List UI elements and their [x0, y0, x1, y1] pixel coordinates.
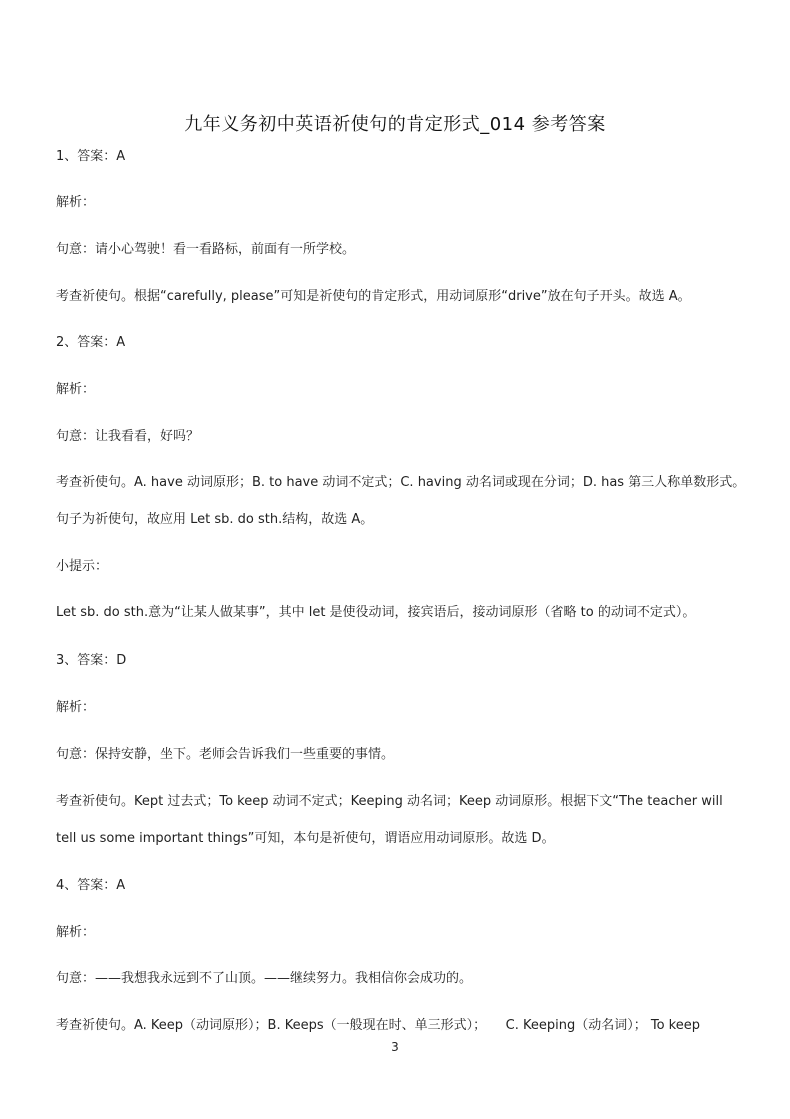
analysis-label-3: 解析：: [56, 700, 96, 715]
document-title: 九年义务初中英语祈使句的肯定形式_014 参考答案: [184, 114, 606, 135]
explanation-line-2b: 句子为祈使句，故应用 Let sb. do sth.结构，故选 A。: [56, 512, 374, 527]
meaning-line-1: 句意：请小心驾驶！看一看路标，前面有一所学校。: [56, 242, 356, 257]
explanation-line-1: 考查祈使句。根据“carefully, please”可知是祈使句的肯定形式，用动词原形“drive”放在句子开头。故选 A。: [56, 289, 691, 304]
answer-heading-3: 3、答案：D: [56, 653, 127, 668]
explanation-line-3b: tell us some important things”可知，本句是祈使句，谓语应用动词原形。故选 D。: [56, 831, 555, 846]
answer-heading-2: 2、答案：A: [56, 335, 126, 350]
answer-heading-1: 1、答案：A: [56, 149, 126, 164]
answer-heading-4: 4、答案：A: [56, 878, 126, 893]
analysis-label-2: 解析：: [56, 382, 96, 397]
tip-line: Let sb. do sth.意为“让某人做某事”，其中 let 是使役动词，接宾语后，接动词原形（省略 to 的动词不定式）。: [56, 605, 696, 620]
page-number: 3: [391, 1040, 399, 1054]
analysis-label-4: 解析：: [56, 925, 96, 940]
explanation-line-3a: 考查祈使句。Kept 过去式；To keep 动词不定式；Keeping 动名词；Keep 动词原形。根据下文“The teacher will: [56, 794, 723, 809]
explanation-line-2a: 考查祈使句。A. have 动词原形；B. to have 动词不定式；C. having 动名词或现在分词；D. has 第三人称单数形式。: [56, 475, 746, 490]
analysis-label-1: 解析：: [56, 195, 96, 210]
meaning-line-2: 句意：让我看看，好吗？: [56, 429, 200, 444]
tip-label: 小提示：: [56, 559, 109, 574]
meaning-line-4: 句意：——我想我永远到不了山顶。——继续努力。我相信你会成功的。: [56, 971, 473, 986]
explanation-line-4: 考查祈使句。A. Keep（动词原形）；B. Keeps（一般现在时、单三形式）； C. Keeping（动名词）； To keep: [56, 1018, 700, 1033]
meaning-line-3: 句意：保持安静，坐下。老师会告诉我们一些重要的事情。: [56, 747, 395, 762]
